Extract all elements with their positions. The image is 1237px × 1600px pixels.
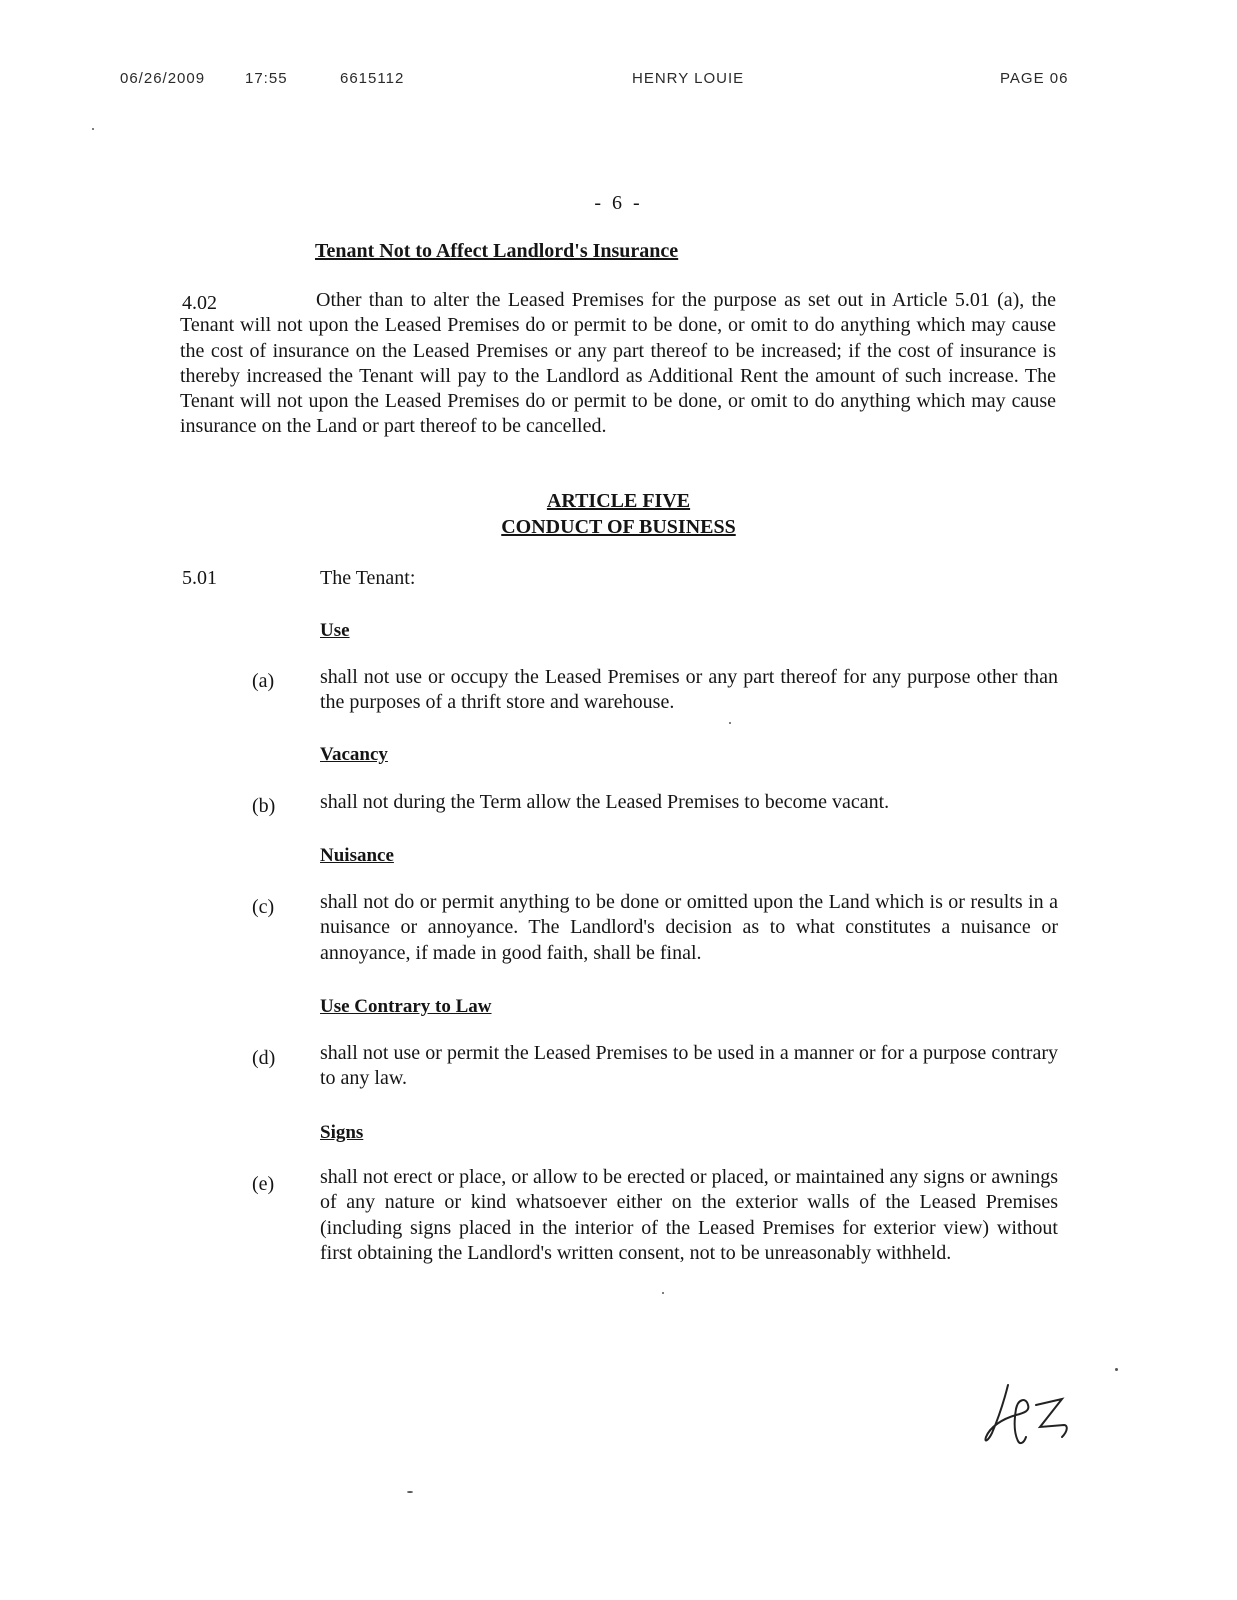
item-label-c: (c)	[252, 896, 275, 918]
section-501-number: 5.01	[182, 567, 217, 589]
item-text-c: shall not do or permit anything to be done or omitted upon the Land which is or results in a nuisance or annoyance. The Landlord's decision as to what constitutes a nuisance or annoyance, if made in good faith, shall be final.	[320, 891, 1058, 964]
section-402-number: 4.02	[182, 292, 217, 314]
item-heading-use: Use	[320, 620, 350, 641]
item-heading-signs: Signs	[320, 1122, 364, 1143]
fax-sender-name: HENRY LOUIE	[632, 70, 745, 87]
scan-speck	[662, 1292, 664, 1294]
fax-page-label: PAGE 06	[1000, 70, 1069, 87]
fax-header	[0, 70, 1237, 94]
initials-signature	[978, 1375, 1078, 1455]
item-label-b: (b)	[252, 795, 276, 817]
item-label-a: (a)	[252, 670, 275, 692]
section-501-intro: The Tenant:	[320, 567, 416, 589]
item-label-e: (e)	[252, 1173, 275, 1195]
fax-time: 17:55	[245, 70, 288, 87]
page-number: - 6 -	[594, 192, 643, 214]
article-subtitle: CONDUCT OF BUSINESS	[501, 516, 736, 538]
scan-speck	[407, 1491, 413, 1493]
item-heading-use-contrary-to-law: Use Contrary to Law	[320, 996, 492, 1017]
item-text-d: shall not use or permit the Leased Premises to be used in a manner or for a purpose contrary to any law.	[320, 1042, 1058, 1090]
item-text-a: shall not use or occupy the Leased Premises or any part thereof for any purpose other than the purposes of a thrift store and warehouse.	[320, 666, 1058, 714]
item-text-e: shall not erect or place, or allow to be erected or placed, or maintained any signs or awnings of any nature or kind whatsoever either on the exterior walls of the Leased Premises (including signs placed in the interior of the Leased Premises for exterior view) without first obtaining the Landlord's written consent, not to be unreasonably withheld.	[320, 1166, 1058, 1264]
fax-number: 6615112	[340, 70, 405, 87]
section-402-heading: Tenant Not to Affect Landlord's Insurance	[315, 240, 679, 262]
item-label-d: (d)	[252, 1047, 276, 1069]
scan-speck	[729, 722, 731, 724]
fax-date: 06/26/2009	[120, 70, 206, 87]
item-heading-nuisance: Nuisance	[320, 845, 394, 866]
item-heading-vacancy: Vacancy	[320, 744, 388, 765]
section-402-text: Other than to alter the Leased Premises for the purpose as set out in Article 5.01 (a), the Tenant will not upon the Leased Premises do or permit to be done, or omit to do anything which may cause the cost of insurance on the Leased Premises or any part thereof to be increased; if the cost of insurance is thereby increased the Tenant will pay to the Landlord as Additional Rent the amount of such increase. The Tenant will not upon the Leased Premises do or permit to be done, or omit to do anything which may cause insurance on the Land or part thereof to be cancelled.	[180, 289, 1056, 438]
scan-speck	[92, 128, 94, 130]
scan-speck	[1115, 1368, 1118, 1371]
item-text-b: shall not during the Term allow the Leased Premises to become vacant.	[320, 791, 890, 813]
article-title: ARTICLE FIVE	[546, 490, 691, 512]
